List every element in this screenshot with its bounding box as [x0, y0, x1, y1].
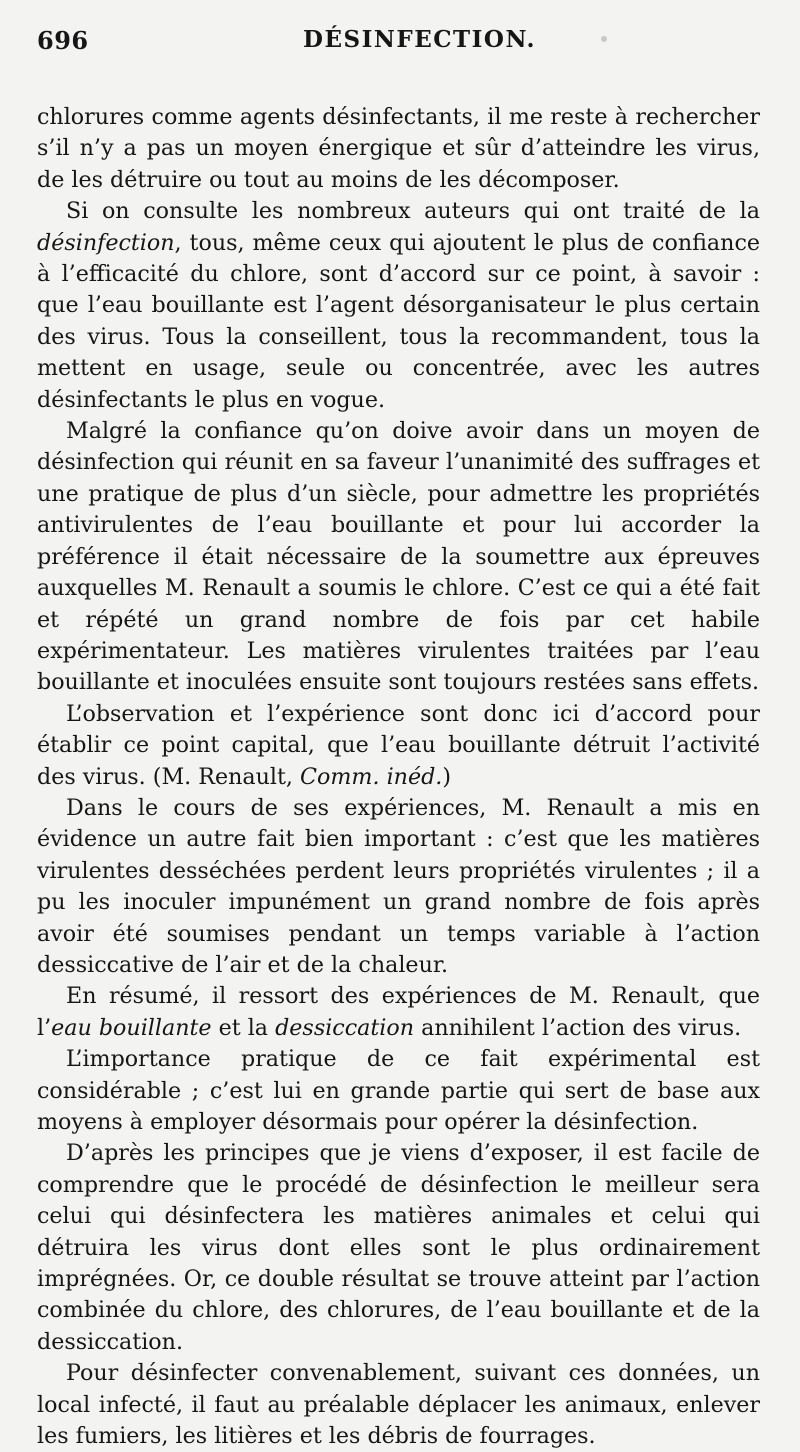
paragraph-5	[37, 793, 760, 981]
running-header	[37, 26, 760, 62]
paragraph-text: Si on consulte les nombreux auteurs qui ont traité de la	[66, 198, 760, 225]
paragraph-text: Dans le cours de ses expériences, M. Renault a mis en évidence un autre fait bien important : c’est que les matières virulentes desséchées perdent leurs propriétés virulentes ; il a pu les inoculer impunément un grand nombre de fois après avoir été soumises pendant un temps variable à l’action dessiccative de l’air et de la chaleur.	[37, 794, 760, 978]
body-text	[37, 102, 760, 1452]
italic-term: désinfection	[37, 229, 175, 256]
paragraph-text: L’observation et l’expérience sont donc ici d’accord pour établir ce point capital, que l’eau bouillante détruit l’activité des virus. (M. Renault,	[37, 700, 760, 790]
paragraph-8	[37, 1138, 760, 1358]
italic-term: eau bouillante	[51, 1014, 212, 1041]
paragraph-text: En résumé, il ressort des expériences de M. Renault, que l’	[37, 983, 760, 1041]
paragraph-text: Malgré la confiance qu’on doive avoir dans un moyen de désinfection qui réunit en sa faveur l’unanimité des suffrages et une pratique de plus d’un siècle, pour admettre les propriétés antivirulentes de l’eau bouillante et pour lui accorder la préférence il était nécessaire de la soumettre aux épreuves auxquelles M. Renault a soumis le chlore. C’est ce qui a été fait et répété un grand nombre de fois par cet habile expérimentateur. Les matières virulentes traitées par l’eau bouillante et inoculées ensuite sont toujours restées sans effets.	[37, 418, 760, 696]
paragraph-text: chlorures comme agents désinfectants, il me reste à rechercher s’il n’y a pas un moyen énergique et sûr d’atteindre les virus, de les détruire ou tout au moins de les décomposer.	[37, 104, 760, 193]
paragraph-text: annihilent l’action des virus.	[414, 1014, 742, 1041]
paragraph-text: Pour désinfecter convenablement, suivant ces données, un local infecté, il faut au préalable déplacer les animaux, enlever les fumiers, les litières et les débris de fourrages.	[37, 1360, 760, 1450]
paragraph-3	[37, 416, 760, 699]
paragraph-text: L’importance pratique de ce fait expérimental est considérable ; c’est lui en grande partie qui sert de base aux moyens à employer désormais pour opérer la désinfection.	[37, 1046, 760, 1135]
paragraph-text: , tous, même ceux qui ajoutent le plus de confiance à l’efficacité du chlore, sont d’accord sur ce point, à savoir : que l’eau bouillante est l’agent désorganisateur le plus certain des virus. Tous la conseillent, tous la recommandent, tous la mettent en usage, seule ou concentrée, avec les autres désinfectants le plus en vogue.	[37, 229, 760, 413]
paragraph-7	[37, 1044, 760, 1138]
ink-spot	[601, 36, 607, 42]
running-title: DÉSINFECTION.	[303, 26, 537, 53]
page-number: 696	[37, 26, 89, 55]
paragraph-2	[37, 196, 760, 416]
paragraph-1	[37, 102, 760, 196]
paragraph-text: et la	[211, 1014, 276, 1041]
paragraph-4	[37, 699, 760, 793]
italic-citation: Comm. inéd.	[300, 763, 443, 790]
paragraph-text: D’après les principes que je viens d’exposer, il est facile de comprendre que le procédé de désinfection le meilleur sera celui qui désinfectera les matières animales et celui qui détruira les virus dont elles sont le plus ordinairement imprégnées. Or, ce double résultat se trouve atteint par l’action combinée du chlore, des chlorures, de l’eau bouillante et de la dessiccation.	[37, 1140, 760, 1355]
paragraph-text: )	[442, 763, 451, 790]
paragraph-6	[37, 981, 760, 1044]
italic-term: dessiccation	[275, 1014, 415, 1041]
paragraph-9	[37, 1358, 760, 1452]
